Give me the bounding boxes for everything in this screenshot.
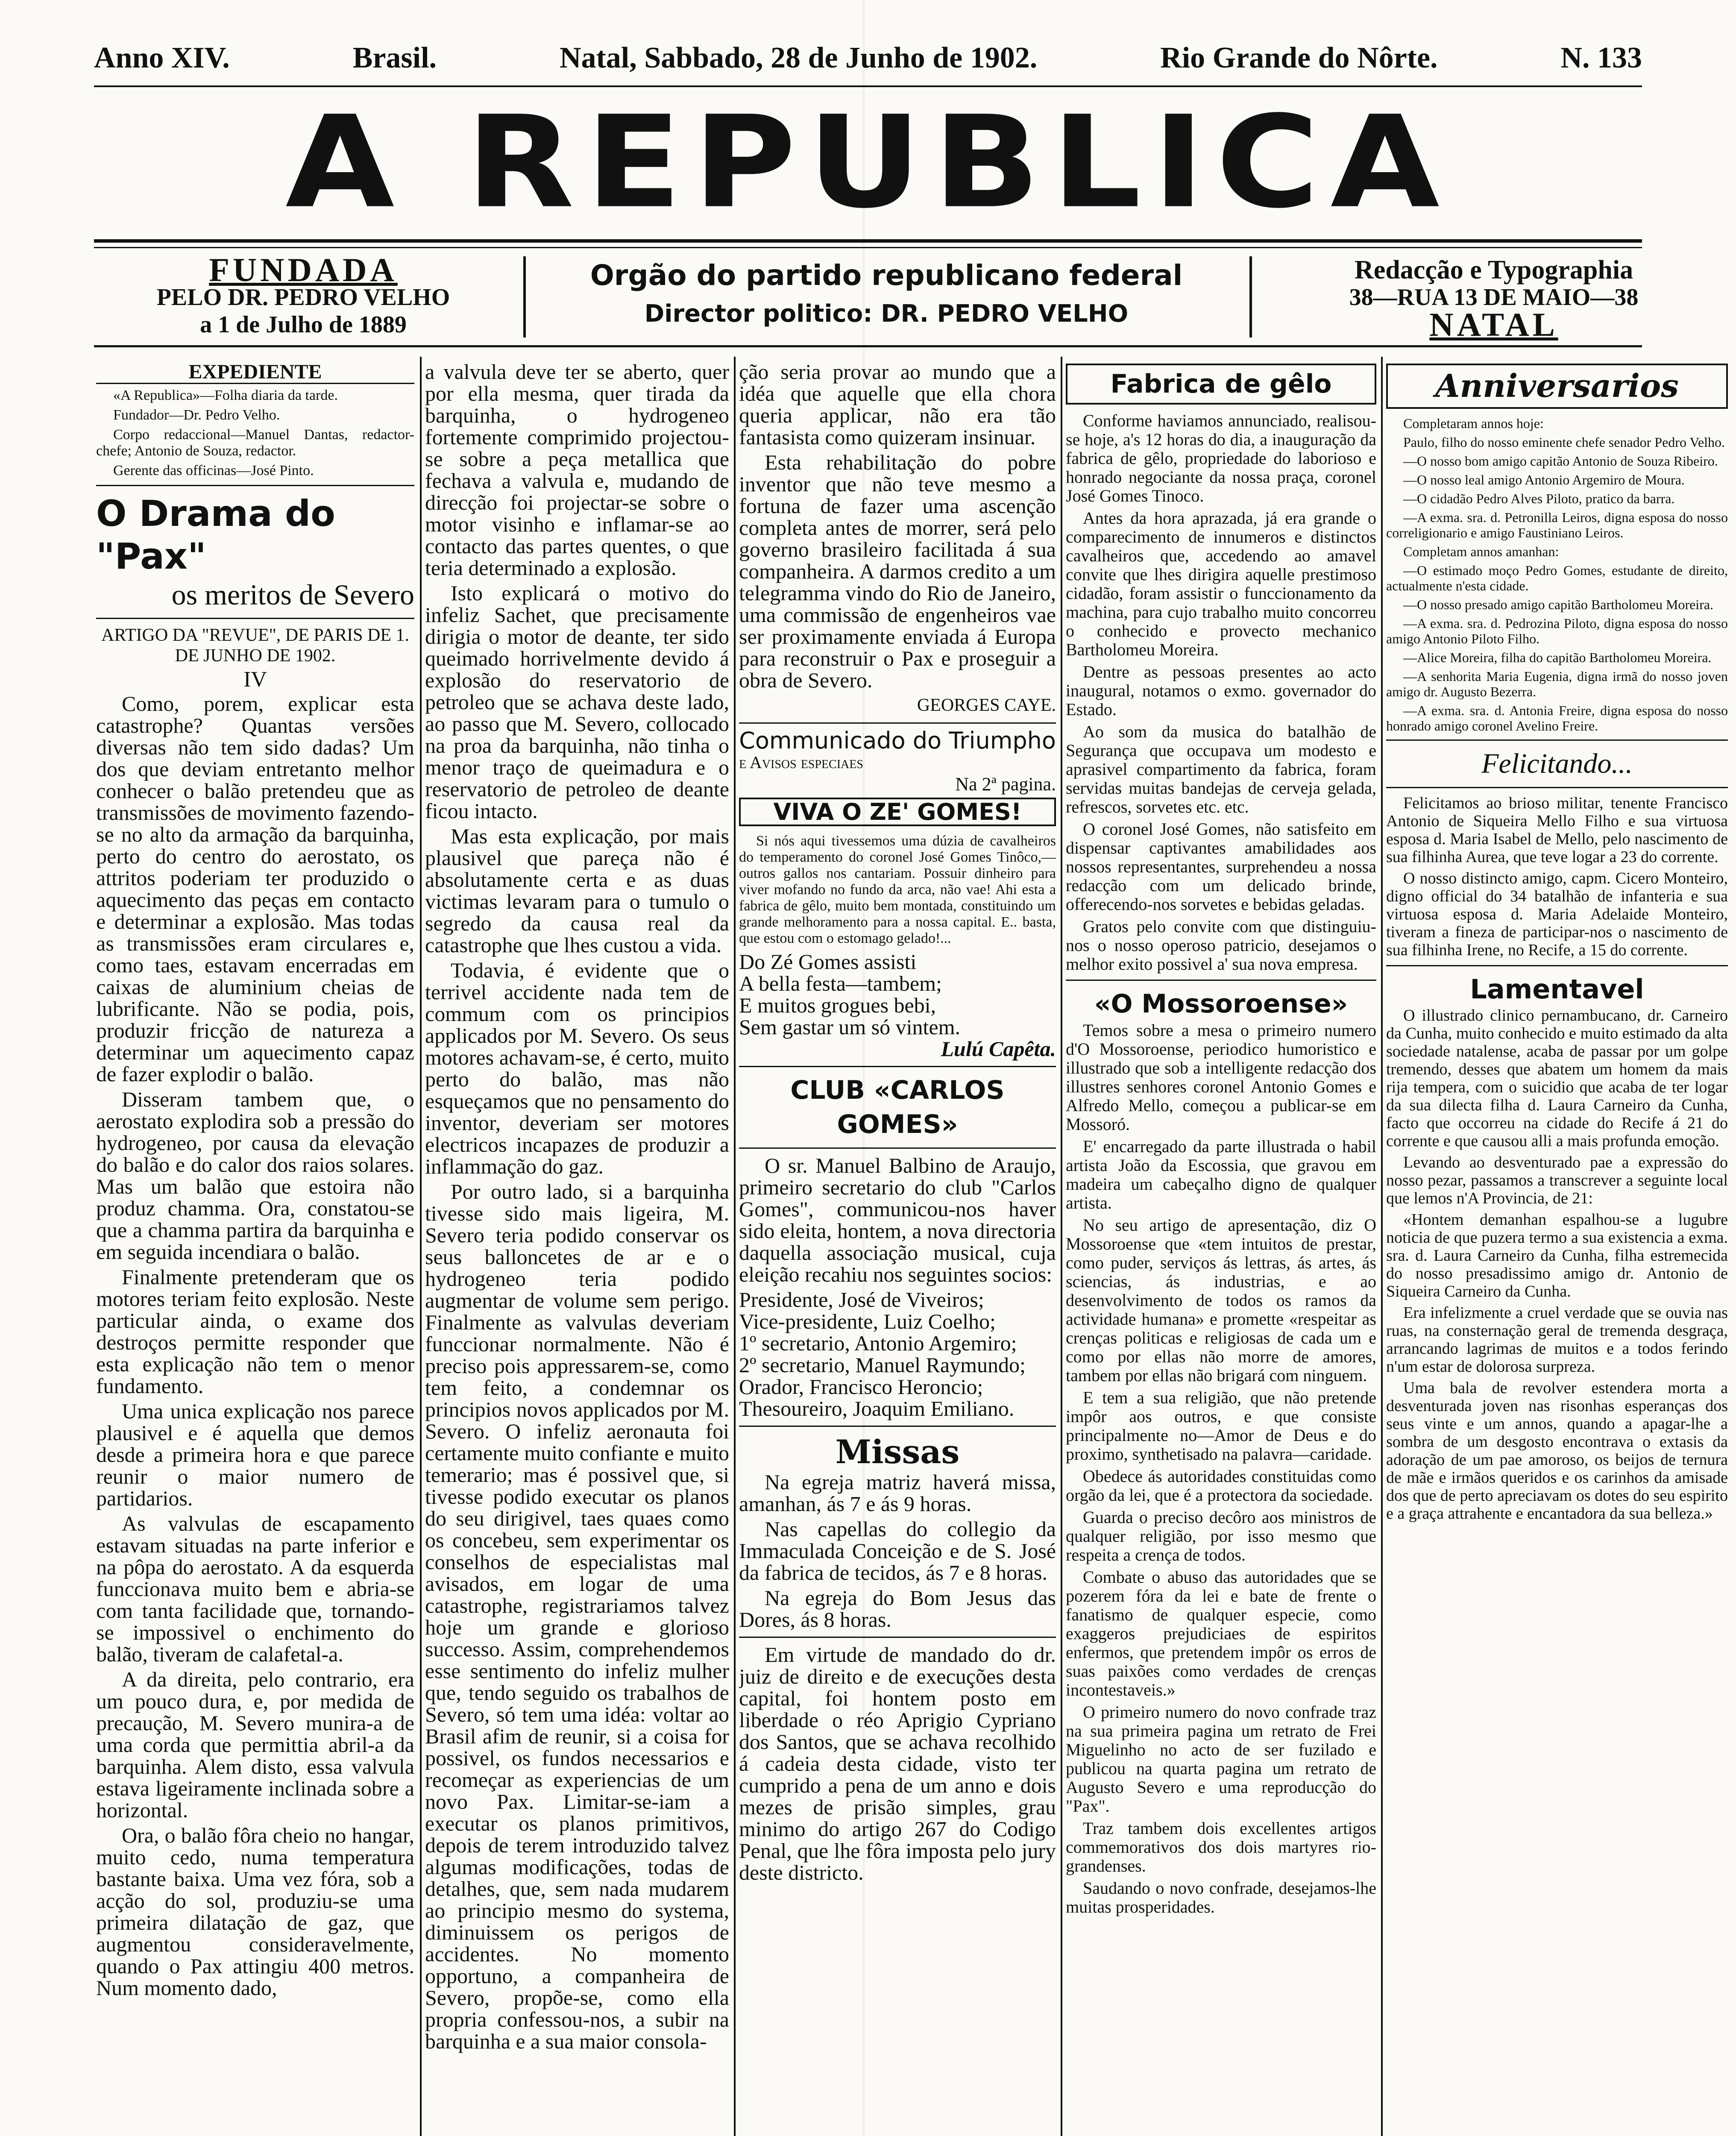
header-divider-2 [1249, 256, 1252, 337]
column-4 [1066, 361, 1376, 2136]
column-3 [739, 361, 1056, 2136]
paragraph: Conforme haviamos annunciado, realisou-se hoje, a's 12 horas do dia, a inauguração da fabrica de gêlo, propriedade do laborioso e honrado negociante da nossa praça, coronel José Gomes Tinoco. [1066, 411, 1376, 505]
paragraph: Disseram tambem que, o aerostato explodira sob a pressão do hydrogeneo, por causa da elevação do balão e do calor dos raios solares. Mas um balão que estoira não produz chamma. Ora, constatou-se que a chamma partira da barquinha e em seguida incendiara o balão. [96, 1087, 414, 1264]
article-title: O Drama do "Pax" [96, 493, 335, 577]
section-title: Anniversarios [1386, 364, 1728, 409]
verse [739, 951, 1056, 1060]
paragraph: A da direita, pelo contrario, era um pouco dura, e, por medida de precaução, M. Severo munira-a de uma corda que permittia abril-a da barquinha. Alem disto, essa valvula estava ligeiramente inclinada sobre a horizontal. [96, 1667, 414, 1822]
section-title: Communicado do Triumpho [739, 727, 1056, 754]
paragraph: Esta rehabilitação do pobre inventor que não teve mesmo a fortuna de fazer uma ascenção completa antes de morrer, será pelo governo brasileiro facilitada á sua companheira. A darmos credito a um telegramma vindo do Rio de Janeiro, uma commissão de engenheiros vae ser proximamente enviada á Europa para reconstruir o Pax e proseguir a obra de Severo. [739, 450, 1056, 692]
section-title: Fabrica de gêlo [1066, 364, 1376, 405]
article-subtitle: os meritos de Severo [171, 578, 414, 611]
expediente-line: «A Republica»—Folha diaria da tarde. [113, 387, 338, 403]
list-item: —O nosso bom amigo capitão Antonio de Souza Ribeiro. [1403, 453, 1718, 469]
separator [739, 722, 1056, 724]
paragraph: Ora, o balão fôra cheio no hangar, muito cedo, numa temperatura bastante baixa. Uma vez fóra, sob a acção do sol, produziu-se uma primeira dilatação de gaz, que augmentou consideravelmente, quando o Pax attingiu 400 metros. Num momento dado, [96, 1823, 414, 2000]
separator [96, 618, 414, 619]
verse-signature: Lulú Capêta. [941, 1037, 1056, 1061]
party-organ: Orgão do partido republicano federal [590, 259, 1183, 292]
section-title: «O Mossoroense» [1094, 989, 1348, 1019]
paragraph: As valvulas de escapamento estavam situadas na parte inferior e na pôpa do aerostato. A da esquerda funccionava muito bem e abria-se com tanta facilidade que, tornando-se impossivel o enchimento do balão, tiveram de calafetal-a. [96, 1511, 414, 1666]
paragraph: E tem a sua religião, que não pretende impôr aos outros, e que consiste principalmente no—Amor de Deus e do proximo, synthetisado na palavra—caridade. [1066, 1388, 1376, 1464]
paragraph: Finalmente pretenderam que os motores teriam feito explosão. Neste particular ainda, o exame dos destroços permitte responder que esta explicação não tem o menor fundamento. [96, 1265, 414, 1398]
paragraph: Obedece ás autoridades constituidas como orgão da lei, que é a protectora da sociedade. [1066, 1467, 1376, 1505]
separator [739, 1066, 1056, 1067]
paragraph: E' encarregado da parte illustrada o habil artista João da Escossia, que gravou em madeira um cabeçalho digno de qualquer artista. [1066, 1137, 1376, 1212]
separator [739, 1426, 1056, 1427]
verse-line: A bella festa—tambem; [739, 971, 942, 995]
column-5 [1386, 361, 1728, 2136]
list-item: —O nosso leal amigo Antonio Argemiro de Moura. [1403, 472, 1685, 487]
director-line: Director politico: DR. PEDRO VELHO [644, 300, 1129, 328]
list-item: —A exma. sra. d. Antonia Freire, digna esposa do nosso honrado amigo coronel Avelino Freire. [1386, 703, 1728, 734]
list-item: —O nosso presado amigo capitão Bartholomeu Moreira. [1403, 597, 1714, 612]
verse-line: Do Zé Gomes assisti [739, 950, 917, 974]
article-source: ARTIGO DA "REVUE", DE PARIS DE 1. DE JUNHO DE 1902. [101, 625, 409, 666]
column-rule-3 [1061, 357, 1062, 2136]
paragraph: Em virtude de mandado do dr. juiz de direito e de execuções desta capital, foi hontem posto em liberdade o réo Aprigio Cypriano dos Santos, que se achava recolhido á cadeia desta cidade, visto ter cumprido a pena de um anno e dois mezes de prisão simples, grau minimo do artigo 267 do Codigo Penal, que lhe fôra imposta pelo jury deste districto. [739, 1643, 1056, 1884]
paragraph: Gratos pelo convite com que distinguiu-nos o nosso operoso patricio, desejamos o melhor exito possivel a' sua nova empresa. [1066, 917, 1376, 974]
paragraph: ção seria provar ao mundo que a idéa que aquelle que ella chora queria applicar, não era tão fantasista como quizeram insinuar. [739, 361, 1056, 449]
column-rule-1 [420, 357, 422, 2136]
paragraph: Felicitamos ao brioso militar, tenente Francisco Antonio de Siqueira Mello Filho e sua virtuosa esposa d. Maria Isabel de Mello, pelo nascimento de sua filhinha Aurea, que teve logar a 23 do corrente. [1386, 794, 1728, 866]
country-label: Brasil. [352, 41, 437, 74]
section-title: Missas [835, 1433, 960, 1471]
issue-number: N. 133 [1560, 41, 1642, 74]
state-label: Rio Grande do Nôrte. [1160, 41, 1438, 74]
paragraph: Mas esta explicação, por mais plausivel que pareça não é absolutamente certa e as duas victimas levaram para o tumulo o segredo da causa real da catastrophe que lhes custou a vida. [425, 824, 729, 957]
signature: GEORGES CAYE. [917, 695, 1056, 715]
separator [739, 1637, 1056, 1638]
paragraph: Levando ao desventurado pae a expressão do nosso pezar, passamos a transcrever a seguinte local que lemos n'A Provincia, de 21: [1386, 1153, 1728, 1207]
paragraph: Guarda o preciso decôro aos ministros de qualquer religião, por isso mesmo que respeita a crença de todos. [1066, 1508, 1376, 1564]
list-item: —A senhorita Maria Eugenia, digna irmã do nosso joven amigo dr. Augusto Bezerra. [1386, 669, 1728, 699]
city-label: NATAL [1429, 306, 1558, 343]
paragraph: Uma bala de revolver estendera morta a desventurada joven nas risonhas esperanças dos seus vinte e um annos, quando a apagar-lhe a sombra de um desgosto encontrava o extasis da adoração de um pae amoroso, os beijos de ternura de mãe e irmãos queridos e os carinhos da amisade dos que de perto apreciavam os dotes do seu espirito e a graça attrahente e encantadora da sua belleza.» [1386, 1379, 1728, 1523]
header-divider-1 [523, 256, 526, 337]
column-rule-2 [734, 357, 736, 2136]
founded-by: PELO DR. PEDRO VELHO [156, 284, 450, 311]
paragraph: Todavia, é evidente que o terrivel accidente nada tem de commum com os principios applicados por M. Severo. Os seus motores achavam-se, é certo, muito perto do balão, mas não esqueçamos que no pensamento do inventor, deveriam ser motores electricos incapazes de produzir a inflammação do gaz. [425, 958, 729, 1178]
paragraph: Temos sobre a mesa o primeiro numero d'O Mossoroense, periodico humoristico e illustrado que sob a intelligente redacção dos illustres senhores coronel Antonio Gomes e Alfredo Mello, começou a publicar-se em Mossoró. [1066, 1021, 1376, 1134]
section-title: Lamentavel [1470, 974, 1644, 1005]
header-bottom-rule [94, 345, 1642, 347]
column-2 [425, 361, 729, 2136]
separator [96, 485, 414, 486]
separator [1386, 739, 1728, 741]
separator [1386, 787, 1728, 788]
verse-line: Sem gastar um só vintem. [739, 1015, 960, 1039]
list-item: 2º secretario, Manuel Raymundo; [739, 1353, 1026, 1377]
separator [1066, 980, 1376, 981]
paragraph: No seu artigo de apresentação, diz O Mossoroense que «tem intuitos de prestar, como puder, serviços ás lettras, ás artes, ás sciencias, ás industrias, e ao desenvolvimento de todos os ramos da actividade humana» e promette «respeitar as crenças politicas e religiosas de cada um e como por ellas não morre de amores, tambem por ellas não brigará com ninguem. [1066, 1215, 1376, 1385]
list-item: —Alice Moreira, filha do capitão Bartholomeu Moreira. [1403, 650, 1712, 665]
paragraph: Como, porem, explicar esta catastrophe? Quantas versões diversas não tem sido dadas? Um dos que deviam entretanto melhor conhecer o balão pretendeu que as transmissões de movimento fazendo-se no alto da armação da barquinha, perto do centro do aerostato, os attritos poderiam ter produzido o aquecimento das peças em contacto e determinar a explosão. Mas todas as transmissões eram circulares e, como taes, estavam encerradas em caixas de aluminium cheias de lubrificante. Não se podia, pois, produzir fricção de natureza a determinar um aquecimento capaz de fazer explodir o balão. [96, 692, 414, 1086]
section-title: Felicitando... [1481, 748, 1633, 779]
article-part: IV [243, 667, 267, 692]
verse-line: E muitos grogues bebi, [739, 993, 936, 1017]
paragraph: O sr. Manuel Balbino de Araujo, primeiro secretario do club "Carlos Gomes", communicou-nos haver sido eleita, hontem, a nova directoria daquella associação musical, cuja eleição recahiu nos seguintes socios: [739, 1153, 1056, 1286]
masthead-rule [94, 85, 1642, 87]
paragraph: Saudando o novo confrade, desejamos-lhe muitas prosperidades. [1066, 1878, 1376, 1916]
paragraph: Uma unica explicação nos parece plausivel e é aquella que demos desde a primeira hora e que parece reunir o maior numero de partidarios. [96, 1399, 414, 1510]
small-text [739, 833, 1056, 947]
paragraph: Por outro lado, si a barquinha tivesse sido mais ligeira, M. Severo teria podido conservar os seus balloncetes de ar e o hydrogeneo teria podido augmentar de volume sem perigo. Finalmente as valvulas deveriam funccionar normalmente. Não é preciso pois appressarem-se, como tem feito, a condemnar os principios novos applicados por M. Severo. O infeliz aeronauta foi certamente muito confiante e muito temerario; mas é possivel que, si tivesse podido executar os planos do seu dirigivel, taes quaes como os concebeu, sem experimentar os conselhos de especialistas mal avisados, em logar de uma catastrophe, registrariamos talvez hoje um grande e glorioso successo. Assim, comprehendemos esse sentimento do infeliz mulher que, tendo seguido os trabalhos de Severo, só tem uma idéa: voltar ao Brasil afim de reunir, si a coisa for possivel, os fundos necessarios e recomeçar as experiencias de um novo Pax. Limitar-se-iam a executar os planos primitivos, depois de terem introduzido talvez algumas modificações, todas de detalhes, que, sem nada mudarem ao principio mesmo do systema, diminuissem os perigos de accidentes. No momento opportuno, a companheira de Severo, propõe-se, como ella propria confessou-nos, a subir na barquinha e a sua maior consola- [425, 1179, 729, 2053]
anniversaries-list [1386, 416, 1728, 734]
list-item: Orador, Francisco Heroncio; [739, 1375, 983, 1399]
separator [1386, 965, 1728, 966]
title-rule-thin [94, 247, 1642, 248]
date-label: Natal, Sabbado, 28 de Junho de 1902. [559, 41, 1038, 74]
list-item: Thesoureiro, Joaquim Emiliano. [739, 1397, 1015, 1420]
expediente-line: Gerente das officinas—José Pinto. [113, 463, 314, 478]
paragraph: Ao som da musica do batalhão de Segurança que occupava um modesto e aprasivel compartimento da fabrica, foram servidas muitas bandejas de cerveja gelada, refrescos, sorvetes etc. etc. [1066, 722, 1376, 816]
paragraph: Isto explicará o motivo do infeliz Sachet, que precisamente dirigia o motor de deante, ter sido queimado horrivelmente devido á explosão do reservatorio de petroleo que se achava deste lado, ao passo que M. Severo, collocado na proa da barquinha, não tinha o menor traço de queimadura e o reservatorio de petroleo de deante ficou intacto. [425, 581, 729, 823]
founded-label: FUNDADA [209, 251, 398, 288]
paragraph: Si nós aqui tivessemos uma dúzia de cavalheiros do temperamento do coronel José Gomes Tinôco,—outros gallos nos cantariam. Possuir dinheiro para viver mofando no fundo da arca, não vae! Ahi esta a fabrica de gêlo, muito bem montada, constituindo um grande melhoramento para a nossa capital. E.. basta, que estou com o estomago gelado!... [739, 833, 1056, 946]
list-item: —A exma. sra. d. Petronilla Leiros, digna esposa do nosso correligionario e amigo Faustiniano Leiros. [1386, 510, 1728, 540]
paragraph: Na egreja do Bom Jesus das Dores, ás 8 horas. [739, 1586, 1056, 1631]
list-item: —A exma. sra. d. Pedrozina Piloto, digna esposa do nosso amigo Antonio Piloto Filho. [1386, 616, 1728, 646]
list-item: 1º secretario, Antonio Argemiro; [739, 1331, 1017, 1355]
list-item: Vice-presidente, Luiz Coelho; [739, 1309, 996, 1333]
paragraph: Dentre as pessoas presentes ao acto inaugural, notamos o exmo. governador do Estado. [1066, 662, 1376, 719]
masthead-line [94, 28, 1642, 88]
paragraph: a valvula deve ter se aberto, quer por ella mesma, quer tirada da barquinha, o hydrogeneo fortemente comprimido projectou-se sobre a peça metallica que fechava a valvula e, mudando de direcção foi projectar-se sobre o motor visinho e inflamar-se ao contacto das partes quentes, o que teria determinado a explosão. [425, 361, 729, 580]
paragraph: Era infelizmente a cruel verdade que se ouvia nas ruas, na consternação geral de tremenda desgraça, arrancando lagrimas de muitos e a todos ferindo n'um estar de dolorosa surpreza. [1386, 1304, 1728, 1376]
paragraph: Nas capellas do collegio da Immaculada Conceição e de S. José da fabrica de tecidos, ás 7 e 8 horas. [739, 1517, 1056, 1584]
expediente-title: EXPEDIENTE [96, 361, 414, 384]
expediente-line: Corpo redaccional—Manuel Dantas, redactor-chefe; Antonio de Souza, redactor. [96, 427, 414, 459]
notice-page: Na 2ª pagina. [955, 774, 1056, 795]
founded-date: a 1 de Julho de 1889 [200, 311, 407, 338]
paragraph: O nosso distincto amigo, capm. Cicero Monteiro, digno official do 34 batalhão de infanteria e sua virtuosa esposa d. Maria Adelaide Monteiro, tiveram a fineza de participar-nos o nascimento de sua filhinha Irene, no Recife, a 15 do corrente. [1386, 869, 1728, 959]
list-item: Paulo, filho do nosso eminente chefe senador Pedro Velho. [1403, 434, 1725, 450]
paragraph: Combate o abuso das autoridades que se pozerem fóra da lei e bate de frente o fanatismo de qualquer especie, como exaggeros prejudiciaes de espiritos enfermos, que pretendem impôr os erros de suas paixões como verdades de crenças incontestaveis.» [1066, 1567, 1376, 1699]
paragraph: Na egreja matriz haverá missa, amanhan, ás 7 e ás 9 horas. [739, 1470, 1056, 1516]
notice-line: e Avisos especiaes [739, 753, 863, 772]
list-item: Presidente, José de Viveiros; [739, 1288, 984, 1312]
founded-box [94, 251, 513, 340]
year-label: Anno XIV. [94, 41, 230, 74]
paragraph: O illustrado clinico pernambucano, dr. Carneiro da Cunha, muito conhecido e muito estimado da alta sociedade natalense, acaba de passar por um golpe tremendo, desses que abatem um homem da mais rija tempera, com o suicidio que acaba de ter logar da sua dilecta filha d. Laura Carneiro da Cunha, facto que occorreu na cidade do Recife á 21 do corrente e que causou alli a mais profunda emoção. [1386, 1006, 1728, 1150]
section-title: CLUB «CARLOS GOMES» [790, 1075, 1005, 1139]
paragraph: Completam annos amanhan: [1403, 544, 1559, 559]
expediente-block [96, 387, 414, 479]
paragraph: Antes da hora aprazada, já era grande o comparecimento de innumeros e distinctos cavalheiros que, accedendo ao amavel convite que lhes dirigira aquelle prestimoso cidadão, foram assistir o funccionamento da machina, para cujo trabalho muito concorreu o conhecido e provecto mechanico Bartholomeu Moreira. [1066, 508, 1376, 659]
paragraph: Traz tambem dois excellentes artigos commemorativos dos dois martyres rio-grandenses. [1066, 1819, 1376, 1875]
paragraph: «Hontem demanhan espalhou-se a lugubre noticia de que puzera termo a sua existencia a exma. sra. d. Laura Carneiro da Cunha, filha estremecida do nosso presadissimo amigo dr. Antonio de Siqueira Carneiro da Cunha. [1386, 1211, 1728, 1300]
address-label: 38—RUA 13 DE MAIO—38 [1349, 284, 1639, 311]
paragraph: O primeiro numero do novo confrade traz na sua primeira pagina um retrato de Frei Miguelinho no acto de ser fuzilado e publicou na quarta pagina um retrato de Augusto Severo e uma reproducção do "Pax". [1066, 1702, 1376, 1816]
organ-box [534, 256, 1239, 340]
redaction-label: Redacção e Typographia [1354, 255, 1633, 285]
separator [739, 1147, 1056, 1149]
expediente-line: Fundador—Dr. Pedro Velho. [113, 407, 280, 423]
column-rule-4 [1381, 357, 1383, 2136]
newspaper-title: A REPUBLICA [285, 88, 1451, 236]
column-1 [96, 361, 414, 2136]
list-item: —O estimado moço Pedro Gomes, estudante de direito, actualmente n'esta cidade. [1386, 563, 1728, 593]
paragraph: Completaram annos hoje: [1403, 416, 1544, 431]
paragraph: O coronel José Gomes, não satisfeito em dispensar captivantes amabilidades aos nossos representantes, surprehendeu a nossa redacção com um delicado brinde, offerecendo-nos sorvetes e bebidas geladas. [1066, 819, 1376, 914]
list-item: —O cidadão Pedro Alves Piloto, pratico da barra. [1403, 491, 1675, 506]
address-box [1260, 255, 1727, 343]
section-title: VIVA O ZE' GOMES! [739, 798, 1056, 826]
title-rule [94, 239, 1642, 243]
